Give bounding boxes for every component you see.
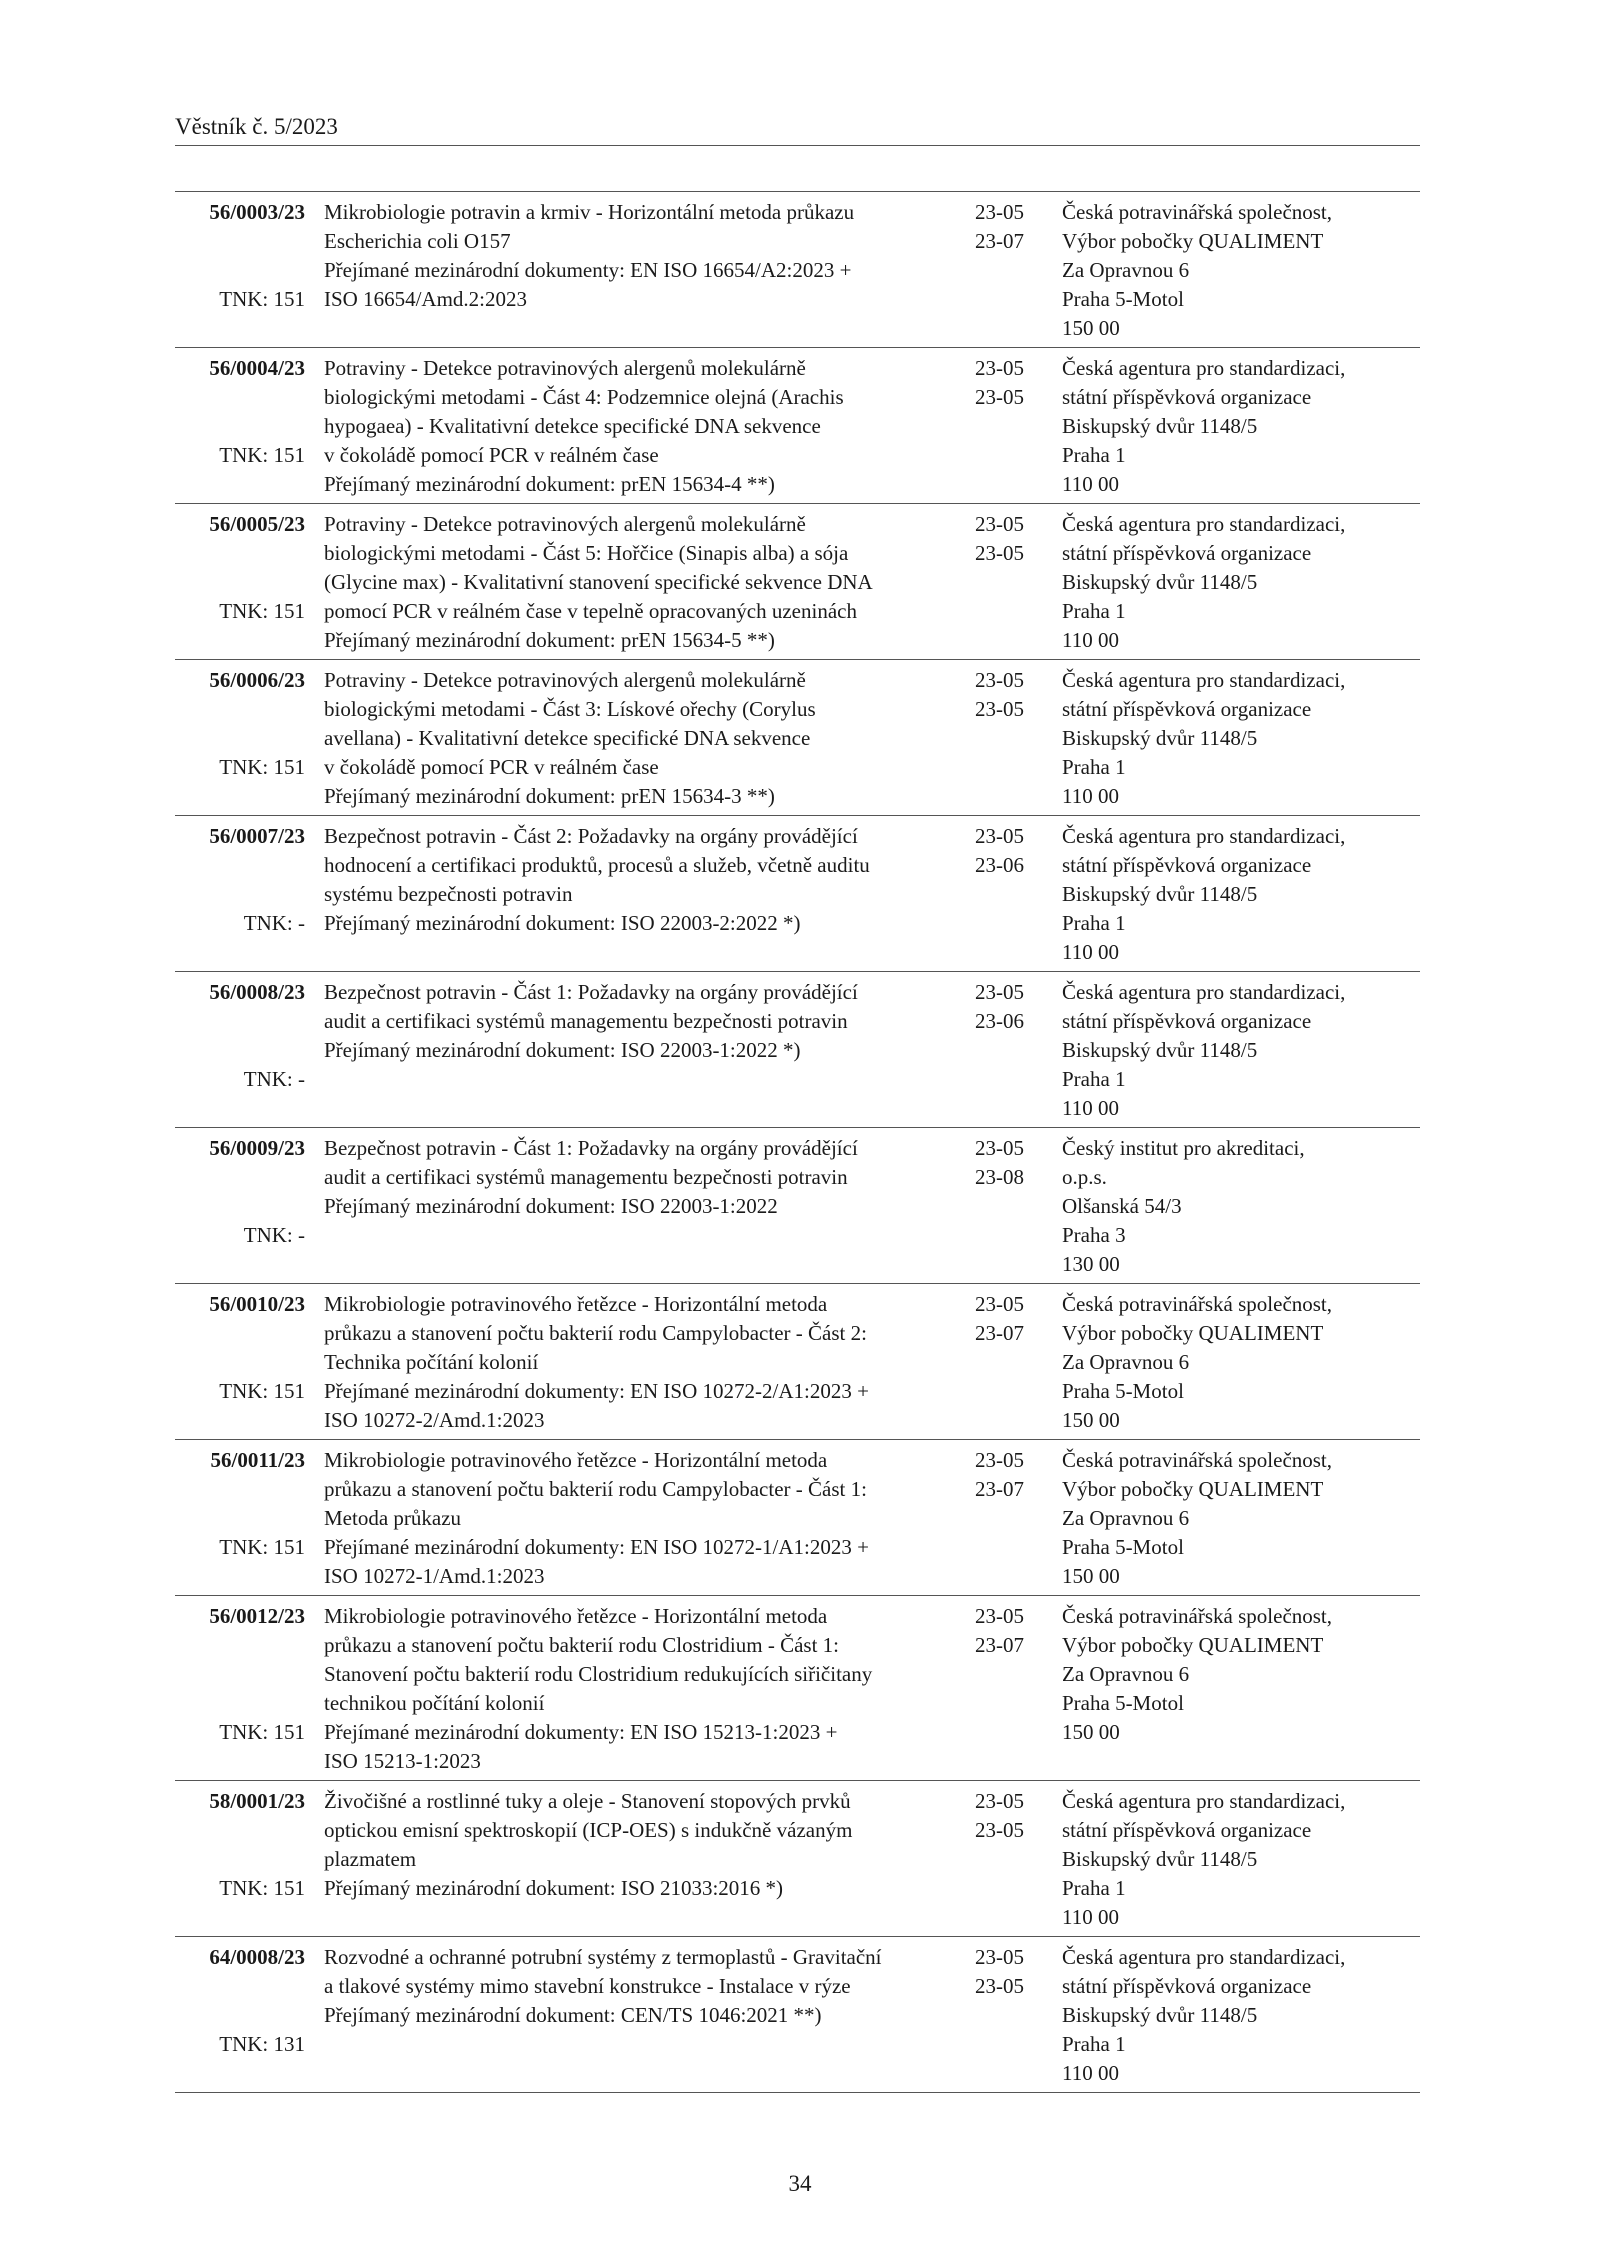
- entry-title-line: plazmatem: [324, 1847, 417, 1871]
- entry-tnk: TNK: 151: [219, 443, 305, 467]
- entry-organization-line: 110 00: [1062, 940, 1119, 964]
- entry-number: 56/0004/23: [209, 356, 305, 380]
- entry-organization: [1057, 1943, 1420, 2088]
- entry-organization-line: Biskupský dvůr 1148/5: [1062, 882, 1258, 906]
- entry-title-line: Mikrobiologie potravinového řetězce - Horizontální metoda: [324, 1448, 828, 1472]
- entry-title-line: systému bezpečnosti potravin: [324, 882, 573, 906]
- entry-id-cell: [175, 978, 307, 1123]
- entry-title-line: Potraviny - Detekce potravinových alergenů molekulárně: [324, 356, 806, 380]
- entry-organization-line: Biskupský dvůr 1148/5: [1062, 726, 1258, 750]
- entry-organization-line: Praha 1: [1062, 755, 1126, 779]
- entry-date2: 23-07: [975, 1633, 1024, 1657]
- entry-title-line: Bezpečnost potravin - Část 1: Požadavky na orgány provádějící: [324, 1136, 858, 1160]
- entry-title-line: Potraviny - Detekce potravinových alergenů molekulárně: [324, 512, 806, 536]
- entry-title-line: Escherichia coli O157: [324, 229, 511, 253]
- entry-date2: 23-08: [975, 1165, 1024, 1189]
- entry-row: [175, 1596, 1420, 1781]
- entry-date2: 23-05: [975, 697, 1024, 721]
- entry-title-line: avellana) - Kvalitativní detekce specifické DNA sekvence: [324, 726, 811, 750]
- entry-title-line: Přejímaný mezinárodní dokument: ISO 22003-1:2022 *): [324, 1038, 801, 1062]
- entry-date2: 23-07: [975, 229, 1024, 253]
- entry-organization-line: Česká agentura pro standardizaci,: [1062, 824, 1346, 848]
- entry-number: 56/0010/23: [209, 1292, 305, 1316]
- entry-organization: [1057, 510, 1420, 655]
- entry-title-line: Mikrobiologie potravin a krmiv - Horizontální metoda průkazu: [324, 200, 855, 224]
- entry-organization-line: 110 00: [1062, 628, 1119, 652]
- entry-id-cell: [175, 354, 307, 499]
- entry-title-line: ISO 15213-1:2023: [324, 1749, 481, 1773]
- entry-organization-line: státní příspěvková organizace: [1062, 541, 1312, 565]
- entry-dates: [965, 1787, 1057, 1932]
- entry-organization-line: Praha 1: [1062, 1067, 1126, 1091]
- entry-organization: [1057, 1602, 1420, 1776]
- entry-title-line: optickou emisní spektroskopií (ICP-OES) s indukčně vázaným: [324, 1818, 853, 1842]
- entry-dates: [965, 1943, 1057, 2088]
- entry-title-line: (Glycine max) - Kvalitativní stanovení specifické sekvence DNA: [324, 570, 873, 594]
- entry-title-line: Bezpečnost potravin - Část 2: Požadavky na orgány provádějící: [324, 824, 858, 848]
- entry-id-cell: [175, 1446, 307, 1591]
- entry-organization-line: Česká potravinářská společnost,: [1062, 1604, 1333, 1628]
- entry-organization-line: 150 00: [1062, 1408, 1120, 1432]
- entry-tnk: TNK: -: [243, 1067, 305, 1091]
- entry-date1: 23-05: [975, 980, 1024, 1004]
- entry-organization-line: Praha 1: [1062, 599, 1126, 623]
- entry-organization-line: Za Opravnou 6: [1062, 258, 1190, 282]
- entry-row: [175, 504, 1420, 660]
- entry-organization-line: Praha 5-Motol: [1062, 287, 1184, 311]
- entry-organization-line: Praha 3: [1062, 1223, 1126, 1247]
- entry-title-line: Přejímané mezinárodní dokumenty: EN ISO 15213-1:2023 +: [324, 1720, 838, 1744]
- entry-organization-line: 130 00: [1062, 1252, 1120, 1276]
- entry-organization-line: Praha 1: [1062, 911, 1126, 935]
- entry-organization: [1057, 1446, 1420, 1591]
- entry-dates: [965, 1446, 1057, 1591]
- entry-organization-line: 150 00: [1062, 1720, 1120, 1744]
- entry-organization-line: Výbor pobočky QUALIMENT: [1062, 1477, 1324, 1501]
- entry-organization-line: Česká potravinářská společnost,: [1062, 1292, 1333, 1316]
- entry-title-line: průkazu a stanovení počtu bakterií rodu Campylobacter - Část 1:: [324, 1477, 867, 1501]
- entry-title: [307, 978, 965, 1123]
- entry-date2: 23-05: [975, 1818, 1024, 1842]
- entry-organization-line: Biskupský dvůr 1148/5: [1062, 1847, 1258, 1871]
- entry-organization-line: 110 00: [1062, 1096, 1119, 1120]
- entry-number: 56/0006/23: [209, 668, 305, 692]
- entry-title: [307, 1446, 965, 1591]
- entry-title-line: audit a certifikaci systémů managementu bezpečnosti potravin: [324, 1009, 848, 1033]
- entry-organization-line: Česká potravinářská společnost,: [1062, 200, 1333, 224]
- entry-organization-line: státní příspěvková organizace: [1062, 385, 1312, 409]
- entry-date1: 23-05: [975, 1789, 1024, 1813]
- entry-title-line: pomocí PCR v reálném čase v tepelně opracovaných uzeninách: [324, 599, 857, 623]
- entry-title-line: Přejímaný mezinárodní dokument: ISO 21033:2016 *): [324, 1876, 784, 1900]
- entry-title-line: Přejímaný mezinárodní dokument: ISO 22003-2:2022 *): [324, 911, 801, 935]
- page-header-title: Věstník č. 5/2023: [175, 114, 338, 139]
- entry-organization: [1057, 822, 1420, 967]
- entry-row: [175, 1128, 1420, 1284]
- entry-organization-line: 110 00: [1062, 2061, 1119, 2085]
- entry-number: 56/0003/23: [209, 200, 305, 224]
- entry-id-cell: [175, 510, 307, 655]
- entry-title: [307, 1787, 965, 1932]
- entry-title-line: Přejímaný mezinárodní dokument: prEN 15634-5 **): [324, 628, 775, 652]
- entry-number: 56/0012/23: [209, 1604, 305, 1628]
- entry-row: [175, 1781, 1420, 1937]
- entry-organization-line: 110 00: [1062, 1905, 1119, 1929]
- entry-organization-line: Biskupský dvůr 1148/5: [1062, 570, 1258, 594]
- entry-organization: [1057, 1134, 1420, 1279]
- entry-title: [307, 354, 965, 499]
- entry-organization-line: Biskupský dvůr 1148/5: [1062, 2003, 1258, 2027]
- entry-tnk: TNK: 151: [219, 1876, 305, 1900]
- entry-dates: [965, 510, 1057, 655]
- entry-title: [307, 198, 965, 343]
- entry-dates: [965, 1602, 1057, 1776]
- entry-date1: 23-05: [975, 1136, 1024, 1160]
- entry-title-line: Rozvodné a ochranné potrubní systémy z termoplastů - Gravitační: [324, 1945, 882, 1969]
- entry-row: [175, 816, 1420, 972]
- entry-title-line: Živočišné a rostlinné tuky a oleje - Stanovení stopových prvků: [324, 1789, 851, 1813]
- entry-tnk: TNK: 151: [219, 1379, 305, 1403]
- entry-title: [307, 1943, 965, 2088]
- entry-organization-line: Praha 5-Motol: [1062, 1535, 1184, 1559]
- entry-dates: [965, 1134, 1057, 1279]
- entry-id-cell: [175, 198, 307, 343]
- entry-organization-line: Česká agentura pro standardizaci,: [1062, 1789, 1346, 1813]
- entry-tnk: TNK: -: [243, 911, 305, 935]
- entry-row: [175, 660, 1420, 816]
- entry-title-line: Přejímaný mezinárodní dokument: CEN/TS 1046:2021 **): [324, 2003, 822, 2027]
- entry-row: [175, 972, 1420, 1128]
- entry-row: [175, 192, 1420, 348]
- entry-dates: [965, 1290, 1057, 1435]
- entry-organization-line: státní příspěvková organizace: [1062, 1974, 1312, 1998]
- entry-date1: 23-05: [975, 824, 1024, 848]
- entry-dates: [965, 198, 1057, 343]
- entry-date2: 23-07: [975, 1321, 1024, 1345]
- entry-date1: 23-05: [975, 1292, 1024, 1316]
- entry-title-line: Technika počítání kolonií: [324, 1350, 539, 1374]
- entry-tnk: TNK: 151: [219, 755, 305, 779]
- entry-tnk: TNK: 151: [219, 1720, 305, 1744]
- entry-title-line: biologickými metodami - Část 4: Podzemnice olejná (Arachis: [324, 385, 844, 409]
- entry-dates: [965, 822, 1057, 967]
- entry-organization-line: Olšanská 54/3: [1062, 1194, 1182, 1218]
- entry-organization-line: státní příspěvková organizace: [1062, 1009, 1312, 1033]
- entry-title: [307, 666, 965, 811]
- entry-row: [175, 1440, 1420, 1596]
- entry-organization-line: 110 00: [1062, 784, 1119, 808]
- entry-organization-line: Biskupský dvůr 1148/5: [1062, 1038, 1258, 1062]
- entry-organization: [1057, 666, 1420, 811]
- entry-date1: 23-05: [975, 668, 1024, 692]
- entry-number: 56/0009/23: [209, 1136, 305, 1160]
- entry-title-line: ISO 10272-1/Amd.1:2023: [324, 1564, 545, 1588]
- entry-title-line: Přejímané mezinárodní dokumenty: EN ISO 16654/A2:2023 +: [324, 258, 852, 282]
- entry-title-line: Bezpečnost potravin - Část 1: Požadavky na orgány provádějící: [324, 980, 858, 1004]
- entry-organization-line: Výbor pobočky QUALIMENT: [1062, 229, 1324, 253]
- entry-date2: 23-07: [975, 1477, 1024, 1501]
- entry-title: [307, 1602, 965, 1776]
- entry-title-line: Stanovení počtu bakterií rodu Clostridium redukujících siřičitany: [324, 1662, 873, 1686]
- entry-title-line: Přejímaný mezinárodní dokument: prEN 15634-4 **): [324, 472, 775, 496]
- entry-title: [307, 822, 965, 967]
- entry-title-line: v čokoládě pomocí PCR v reálném čase: [324, 443, 659, 467]
- entry-dates: [965, 354, 1057, 499]
- entry-date1: 23-05: [975, 356, 1024, 380]
- entry-organization-line: Česká agentura pro standardizaci,: [1062, 356, 1346, 380]
- entry-organization-line: státní příspěvková organizace: [1062, 1818, 1312, 1842]
- entry-organization: [1057, 1290, 1420, 1435]
- entry-title-line: Potraviny - Detekce potravinových alergenů molekulárně: [324, 668, 806, 692]
- header-rule: [175, 145, 1420, 146]
- entry-organization: [1057, 354, 1420, 499]
- entry-date1: 23-05: [975, 1945, 1024, 1969]
- entry-title: [307, 1290, 965, 1435]
- entry-number: 58/0001/23: [209, 1789, 305, 1813]
- entry-title-line: audit a certifikaci systémů managementu bezpečnosti potravin: [324, 1165, 848, 1189]
- entry-row: [175, 1284, 1420, 1440]
- entry-organization-line: Český institut pro akreditaci,: [1062, 1136, 1305, 1160]
- entry-number: 56/0007/23: [209, 824, 305, 848]
- entry-tnk: TNK: 151: [219, 287, 305, 311]
- entry-title-line: biologickými metodami - Část 5: Hořčice (Sinapis alba) a sója: [324, 541, 849, 565]
- entry-organization-line: Za Opravnou 6: [1062, 1350, 1190, 1374]
- entry-organization-line: o.p.s.: [1062, 1165, 1107, 1189]
- entry-title-line: průkazu a stanovení počtu bakterií rodu Campylobacter - Část 2:: [324, 1321, 867, 1345]
- entry-id-cell: [175, 666, 307, 811]
- entry-date1: 23-05: [975, 1448, 1024, 1472]
- entry-organization-line: Praha 1: [1062, 2032, 1126, 2056]
- entry-title-line: průkazu a stanovení počtu bakterií rodu Clostridium - Část 1:: [324, 1633, 839, 1657]
- entry-id-cell: [175, 1290, 307, 1435]
- entry-title-line: Mikrobiologie potravinového řetězce - Horizontální metoda: [324, 1292, 828, 1316]
- entry-organization-line: Výbor pobočky QUALIMENT: [1062, 1321, 1324, 1345]
- entry-organization-line: Česká potravinářská společnost,: [1062, 1448, 1333, 1472]
- entry-date1: 23-05: [975, 512, 1024, 536]
- entry-date2: 23-06: [975, 1009, 1024, 1033]
- entry-organization-line: Praha 1: [1062, 443, 1126, 467]
- entry-organization-line: Za Opravnou 6: [1062, 1662, 1190, 1686]
- page-number: 34: [788, 2171, 812, 2196]
- entry-title-line: ISO 16654/Amd.2:2023: [324, 287, 528, 311]
- entry-number: 56/0008/23: [209, 980, 305, 1004]
- entry-organization-line: Česká agentura pro standardizaci,: [1062, 668, 1346, 692]
- entry-date2: 23-05: [975, 385, 1024, 409]
- entry-title-line: hodnocení a certifikaci produktů, procesů a služeb, včetně auditu: [324, 853, 870, 877]
- entry-date1: 23-05: [975, 200, 1024, 224]
- entry-tnk: TNK: -: [243, 1223, 305, 1247]
- entry-title-line: v čokoládě pomocí PCR v reálném čase: [324, 755, 659, 779]
- entry-tnk: TNK: 151: [219, 1535, 305, 1559]
- entry-id-cell: [175, 1602, 307, 1776]
- entry-id-cell: [175, 1943, 307, 2088]
- entry-date2: 23-05: [975, 541, 1024, 565]
- entry-organization-line: 150 00: [1062, 1564, 1120, 1588]
- entry-dates: [965, 978, 1057, 1123]
- entry-organization-line: Výbor pobočky QUALIMENT: [1062, 1633, 1324, 1657]
- entry-title-line: Přejímaný mezinárodní dokument: prEN 15634-3 **): [324, 784, 775, 808]
- entry-id-cell: [175, 1134, 307, 1279]
- entry-title-line: Mikrobiologie potravinového řetězce - Horizontální metoda: [324, 1604, 828, 1628]
- entry-title-line: ISO 10272-2/Amd.1:2023: [324, 1408, 545, 1432]
- entry-organization-line: státní příspěvková organizace: [1062, 697, 1312, 721]
- entry-title-line: a tlakové systémy mimo stavební konstrukce - Instalace v rýze: [324, 1974, 851, 1998]
- entry-dates: [965, 666, 1057, 811]
- entry-organization-line: Biskupský dvůr 1148/5: [1062, 414, 1258, 438]
- entry-organization-line: Česká agentura pro standardizaci,: [1062, 512, 1346, 536]
- entry-title: [307, 1134, 965, 1279]
- entry-number: 56/0011/23: [210, 1448, 305, 1472]
- entry-tnk: TNK: 151: [219, 599, 305, 623]
- entry-id-cell: [175, 1787, 307, 1932]
- entry-title-line: Přejímaný mezinárodní dokument: ISO 22003-1:2022: [324, 1194, 778, 1218]
- entry-organization-line: státní příspěvková organizace: [1062, 853, 1312, 877]
- entry-organization-line: 150 00: [1062, 316, 1120, 340]
- entry-organization: [1057, 198, 1420, 343]
- entry-organization-line: 110 00: [1062, 472, 1119, 496]
- entry-title-line: Metoda průkazu: [324, 1506, 462, 1530]
- entry-row: [175, 1937, 1420, 2093]
- entry-date2: 23-05: [975, 1974, 1024, 1998]
- entries-table: [175, 191, 1420, 2093]
- entry-title-line: Přejímané mezinárodní dokumenty: EN ISO 10272-2/A1:2023 +: [324, 1379, 869, 1403]
- entry-row: [175, 348, 1420, 504]
- entry-number: 56/0005/23: [209, 512, 305, 536]
- entry-date2: 23-06: [975, 853, 1024, 877]
- entry-organization-line: Česká agentura pro standardizaci,: [1062, 980, 1346, 1004]
- entry-organization-line: Praha 1: [1062, 1876, 1126, 1900]
- entry-title: [307, 510, 965, 655]
- entry-organization-line: Za Opravnou 6: [1062, 1506, 1190, 1530]
- entry-tnk: TNK: 131: [219, 2032, 305, 2056]
- entry-title-line: Přejímané mezinárodní dokumenty: EN ISO 10272-1/A1:2023 +: [324, 1535, 869, 1559]
- entry-organization-line: Česká agentura pro standardizaci,: [1062, 1945, 1346, 1969]
- entry-organization-line: Praha 5-Motol: [1062, 1691, 1184, 1715]
- entry-organization: [1057, 1787, 1420, 1932]
- entry-id-cell: [175, 822, 307, 967]
- entry-organization: [1057, 978, 1420, 1123]
- entry-title-line: hypogaea) - Kvalitativní detekce specifické DNA sekvence: [324, 414, 821, 438]
- entry-organization-line: Praha 5-Motol: [1062, 1379, 1184, 1403]
- entry-number: 64/0008/23: [209, 1945, 305, 1969]
- entry-title-line: biologickými metodami - Část 3: Lískové ořechy (Corylus: [324, 697, 816, 721]
- entry-date1: 23-05: [975, 1604, 1024, 1628]
- entry-title-line: technikou počítání kolonií: [324, 1691, 545, 1715]
